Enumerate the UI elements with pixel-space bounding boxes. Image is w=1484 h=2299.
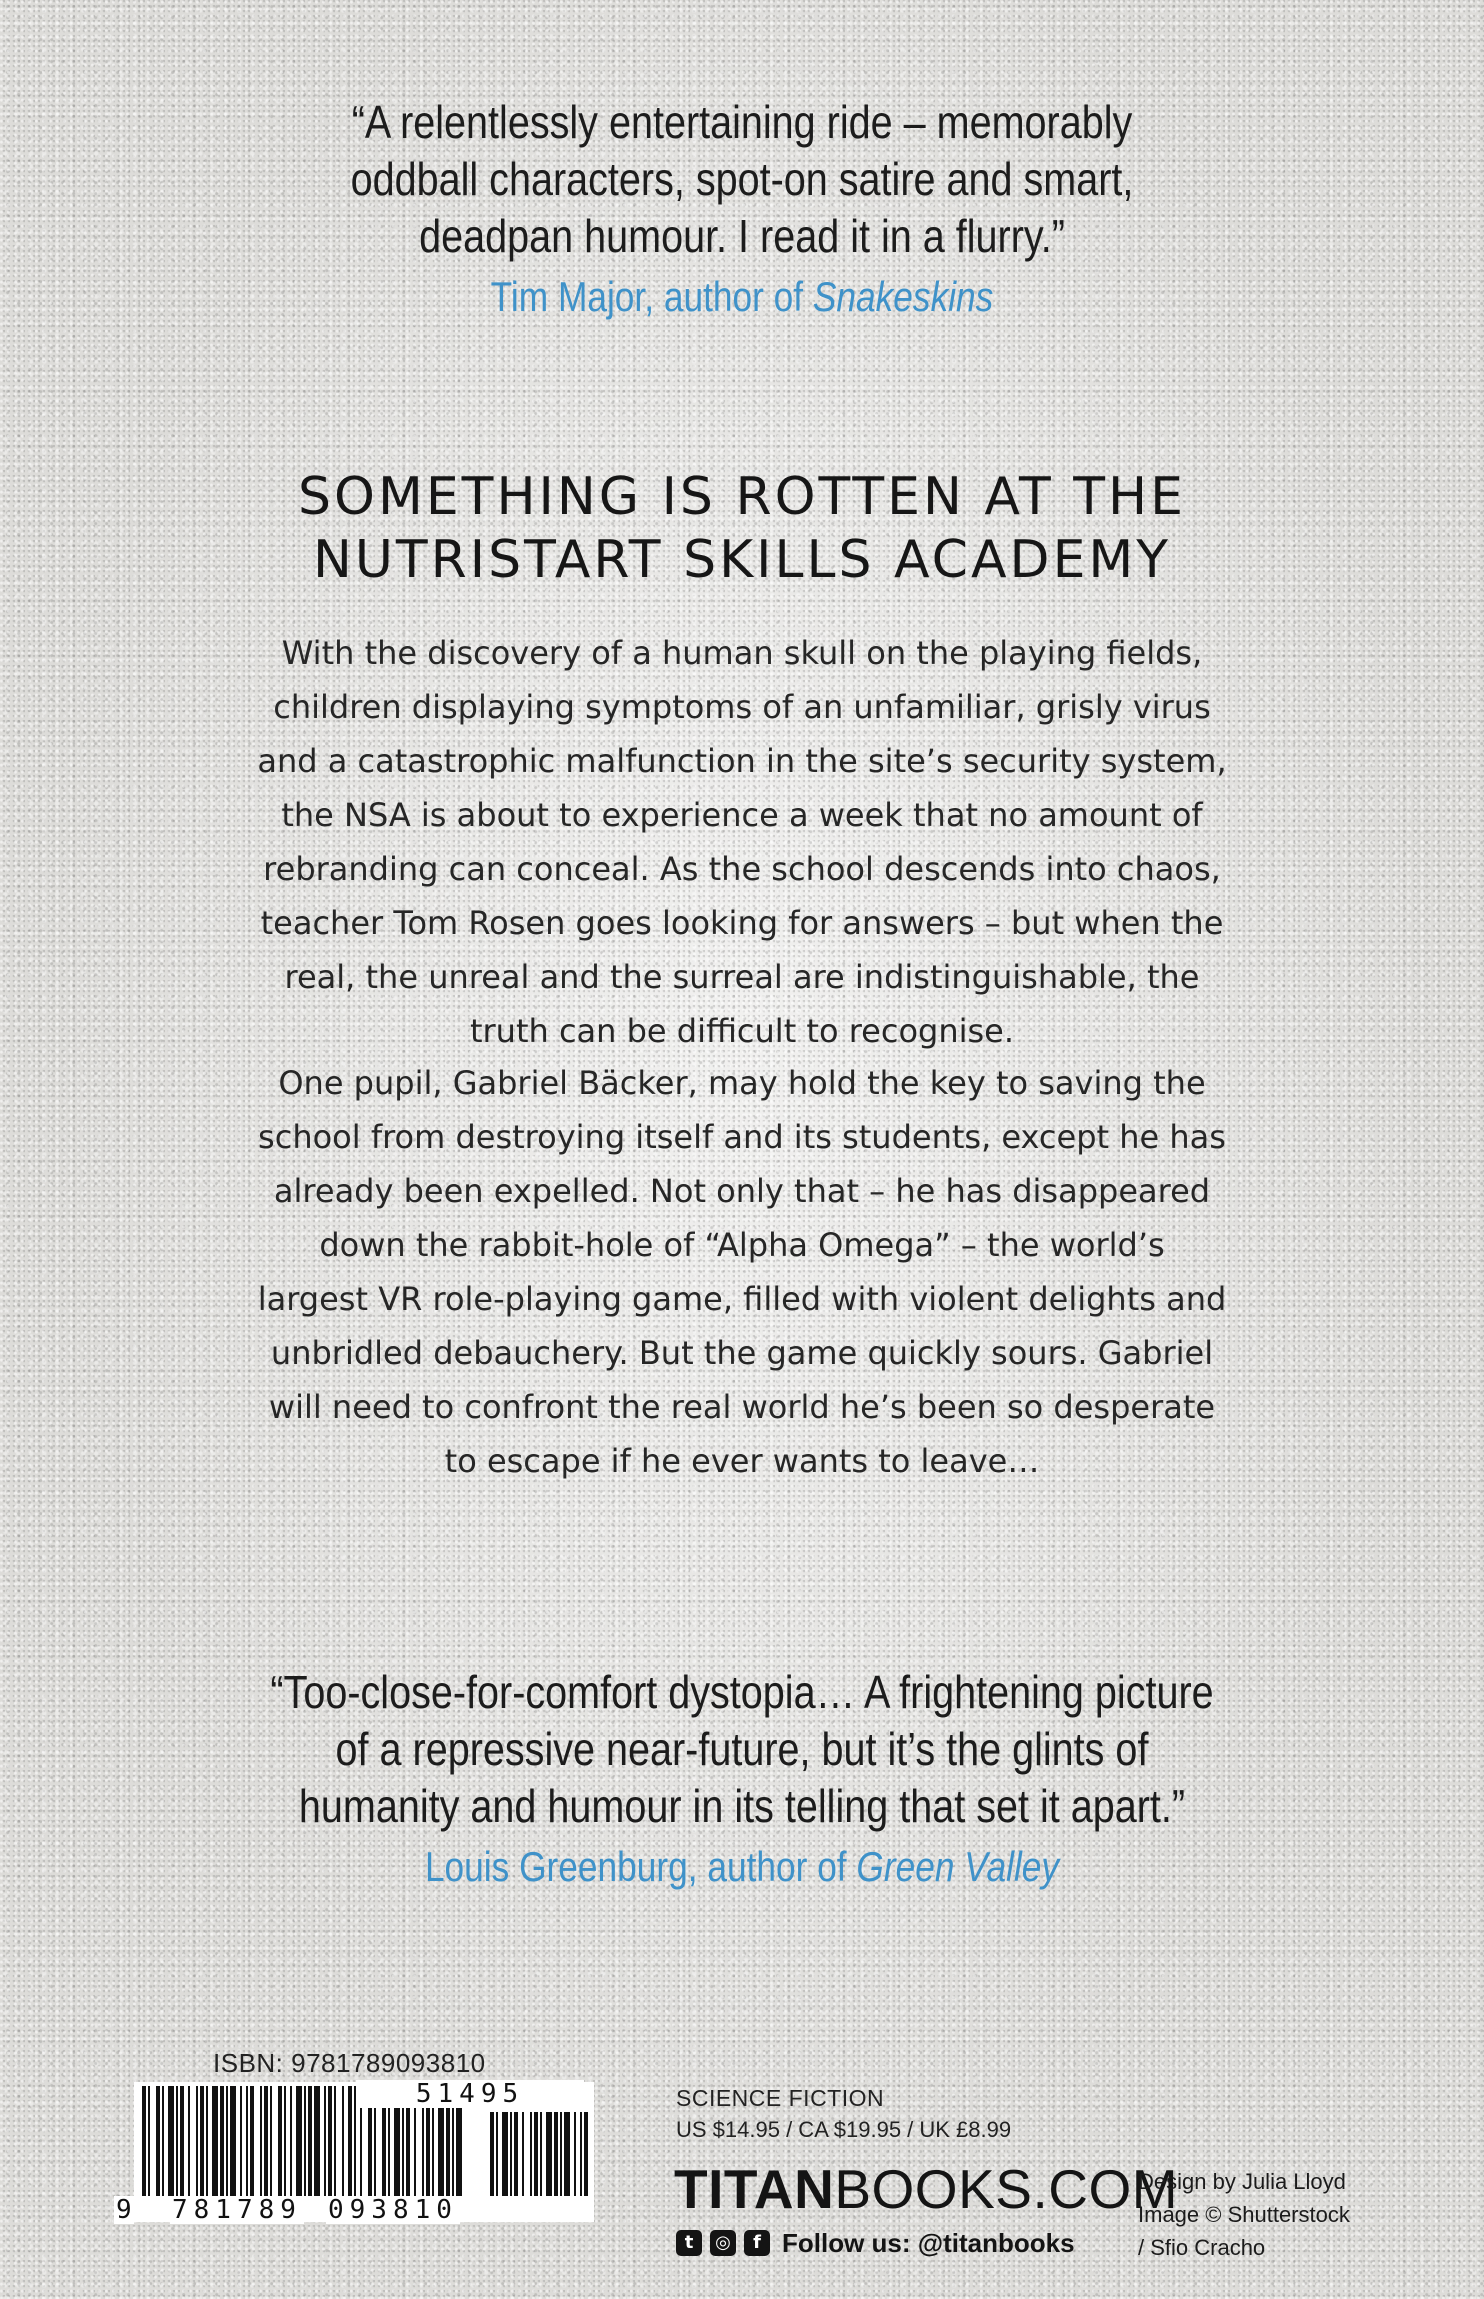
site-bold-part: TITAN [674,2158,835,2220]
barcode-bar [290,2086,292,2196]
barcode-bar [230,2086,236,2196]
barcode-bar [168,2086,174,2196]
barcode-bar [328,2086,332,2196]
tagline-heading [0,466,1484,592]
blurb-line: children displaying symptoms of an unfamiliar, grisly virus [273,688,1211,726]
social-row [676,2228,1075,2258]
blurb-line: real, the unreal and the surreal are indistinguishable, the [284,958,1200,996]
attribution-book-title: Green Valley [856,1843,1060,1890]
barcode-bar [240,2086,242,2196]
barcode-bar [496,2112,498,2196]
barcode-bar [284,2086,286,2196]
barcode-bar [584,2112,588,2196]
quote-attribution [119,1841,1366,1893]
barcode-bar [522,2112,524,2196]
blurb-line: largest VR role-playing game, filled with violent delights and [257,1280,1227,1318]
quote-line: humanity and humour in its telling that set it apart.” [298,1780,1186,1832]
barcode-bar [196,2086,198,2196]
blurb-line: With the discovery of a human skull on the playing fields, [281,634,1203,672]
barcode-bar [260,2086,262,2196]
blurb-line: and a catastrophic malfunction in the site’s security system, [257,742,1227,780]
barcode-bar [580,2112,582,2196]
attribution-author: Tim Major, author of [490,273,813,320]
barcode-bar [564,2112,570,2196]
twitter-icon[interactable]: t [676,2230,702,2256]
barcode-bar [540,2112,542,2196]
bottom-review-quote [0,1664,1484,1893]
blurb-line: unbridled debauchery. But the game quickly sours. Gabriel [270,1334,1214,1372]
barcode-bar [162,2086,164,2196]
price-list: US $14.95 / CA $19.95 / UK £8.99 [676,2117,1012,2142]
barcode-bar [546,2112,552,2196]
barcode-digit-group: 093810 [328,2195,458,2225]
barcode-bar [314,2086,320,2196]
blurb-line: to escape if he ever wants to leave… [444,1442,1040,1480]
barcode-bar [324,2086,326,2196]
credit-line: / Sfio Cracho [1138,2235,1266,2260]
blurb-line: One pupil, Gabriel Bäcker, may hold the key to saving the [278,1064,1206,1102]
barcode-bar [560,2112,562,2196]
barcode-bar [502,2112,508,2196]
credit-line: Image © Shutterstock [1138,2202,1350,2227]
barcode-bar [342,2086,344,2196]
barcode-bar [534,2112,538,2196]
barcode-bar [270,2086,272,2196]
barcode-bar [206,2086,208,2196]
blurb-paragraph-2 [170,1056,1314,1488]
barcode-bar [278,2086,282,2196]
barcode-bar [142,2086,146,2196]
heading-line: NUTRISTART SKILLS ACADEMY [312,530,1172,590]
barcode-bar [176,2086,178,2196]
barcode-bar [246,2086,248,2196]
follow-us-text: Follow us: @titanbooks [782,2227,1075,2258]
credits [1138,2165,1350,2264]
blurb-line: school from destroying itself and its students, except he has [258,1118,1226,1156]
barcode-bar [296,2086,302,2196]
facebook-icon[interactable]: f [744,2230,770,2256]
barcode-bar [348,2086,352,2196]
barcode-bar [156,2086,160,2196]
instagram-icon[interactable]: ◎ [710,2230,736,2256]
barcode-bar [250,2086,254,2196]
blurb-line: the NSA is about to experience a week that no amount of [281,796,1203,834]
barcode-bar [304,2086,306,2196]
barcode-bar [220,2086,224,2196]
blurb-line: will need to confront the real world he’s been so desperate [268,1388,1216,1426]
barcode-bar [530,2112,532,2196]
barcode-bar [510,2112,512,2196]
blurb-line: teacher Tom Rosen goes looking for answers – but when the [260,904,1224,942]
barcode-bar [264,2086,268,2196]
barcode-digit-group: 781789 [172,2195,302,2225]
attribution-author: Louis Greenburg, author of [424,1843,857,1890]
heading-line: SOMETHING IS ROTTEN AT THE [298,467,1186,527]
barcode-bar [212,2086,218,2196]
barcode-bar [200,2086,204,2196]
barcode-digit-lead: 9 [116,2195,132,2225]
quote-line: deadpan humour. I read it in a flurry.” [419,210,1065,262]
credit-line: Design by Julia Lloyd [1138,2169,1346,2194]
quote-line: oddball characters, spot-on satire and smart, [350,153,1134,205]
barcode-bar [188,2086,190,2196]
barcode-bar [490,2112,494,2196]
publisher-website[interactable] [674,2158,1178,2220]
barcode-bar [226,2086,228,2196]
site-rest-part: BOOKS.COM [834,2158,1179,2220]
blurb-line: down the rabbit-hole of “Alpha Omega” – the world’s [319,1226,1165,1264]
genre-label: SCIENCE FICTION [676,2085,885,2111]
blurb-paragraph-1 [170,626,1314,1058]
barcode-bar [148,2086,150,2196]
barcode-bar [308,2086,312,2196]
barcode-bar [180,2086,184,2196]
blurb-line: truth can be difficult to recognise. [469,1012,1015,1050]
attribution-book-title: Snakeskins [812,273,994,320]
quote-line: “A relentlessly entertaining ride – memorably [351,96,1133,148]
top-review-quote [0,94,1484,323]
barcode-bar [514,2112,518,2196]
barcode-price-code: 51495 [356,2080,584,2108]
barcode-bar [554,2112,558,2196]
blurb-line: rebranding can conceal. As the school descends into chaos, [263,850,1221,888]
quote-line: of a repressive near-future, but it’s the glints of [335,1723,1149,1775]
barcode-bar [334,2086,336,2196]
barcode-bar [574,2112,576,2196]
quote-line: “Too-close-for-comfort dystopia… A frightening picture [270,1666,1214,1718]
quote-attribution [119,271,1366,323]
blurb-line: already been expelled. Not only that – he has disappeared [273,1172,1211,1210]
isbn-label: ISBN: 9781789093810 [213,2048,486,2078]
